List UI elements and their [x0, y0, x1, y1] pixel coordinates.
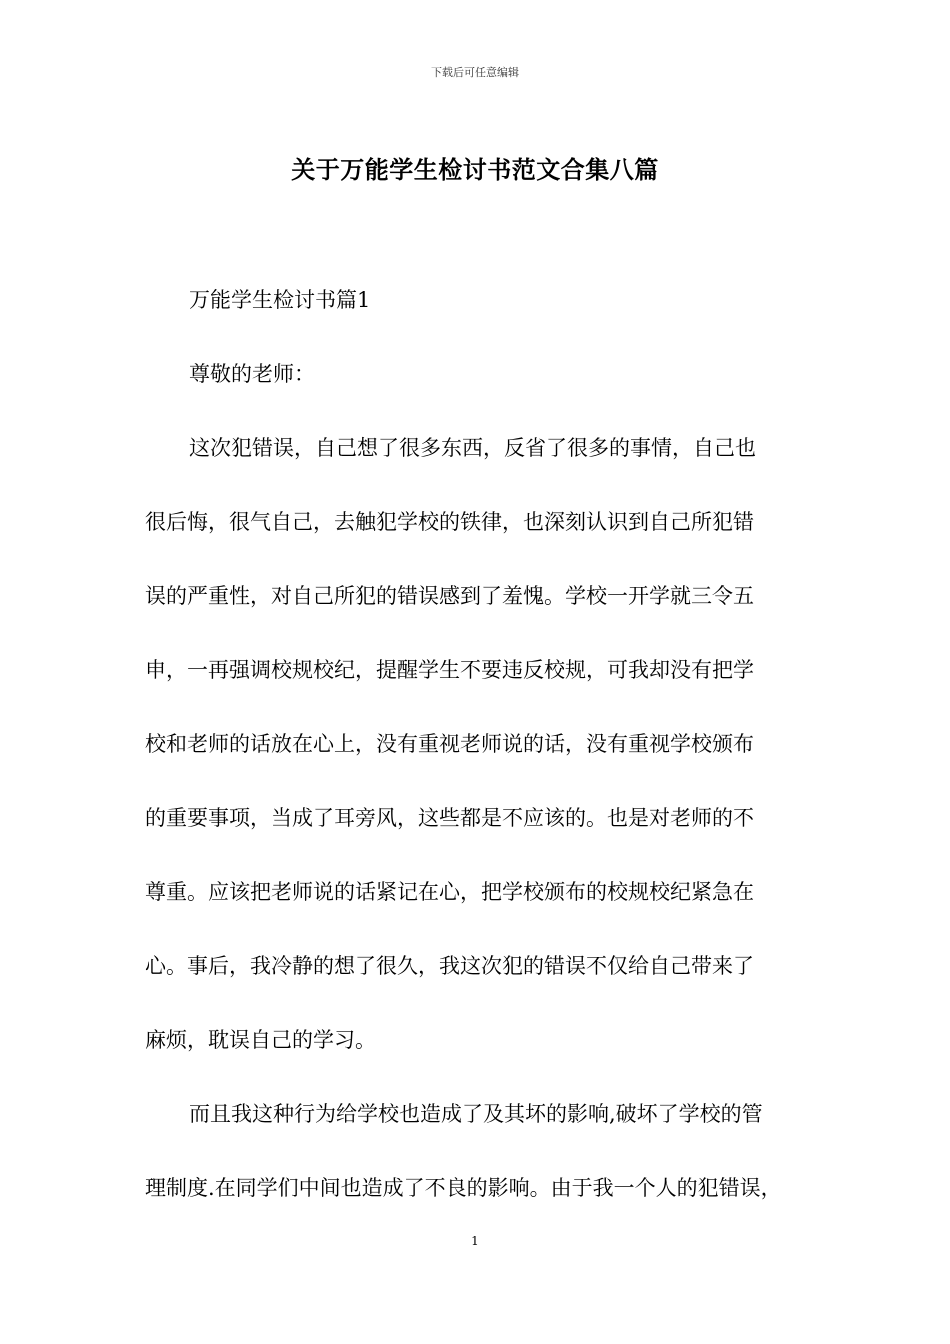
text-line: 校和老师的话放在心上，没有重视老师说的话，没有重视学校颁布 [145, 732, 754, 756]
header-note: 下载后可任意编辑 [431, 66, 519, 79]
text-line: 这次犯错误，自己想了很多东西，反省了很多的事情，自己也 [189, 436, 756, 460]
page-number: 1 [471, 1234, 479, 1248]
body-text [145, 263, 805, 1225]
text-line: 的重要事项，当成了耳旁风，这些都是不应该的。也是对老师的不 [145, 806, 754, 830]
text-line: 麻烦，耽误自己的学习。 [145, 1028, 376, 1052]
text-line: 心。事后，我冷静的想了很久，我这次犯的错误不仅给自己带来了 [145, 954, 754, 978]
text-line: 万能学生检讨书篇1 [189, 288, 371, 312]
text-line: 很后悔，很气自己，去触犯学校的铁律，也深刻认识到自己所犯错 [145, 510, 754, 534]
page-title: 关于万能学生检讨书范文合集八篇 [291, 155, 659, 184]
text-line: 尊重。应该把老师说的话紧记在心，把学校颁布的校规校纪紧急在 [145, 880, 754, 904]
text-line: 理制度.在同学们中间也造成了不良的影响。由于我一个人的犯错误， [145, 1176, 782, 1200]
text-line: 误的严重性，对自己所犯的错误感到了羞愧。学校一开学就三令五 [145, 584, 754, 608]
text-line: 尊敬的老师： [189, 362, 315, 386]
text-line: 申，一再强调校规校纪，提醒学生不要违反校规，可我却没有把学 [145, 658, 754, 682]
text-line: 而且我这种行为给学校也造成了及其坏的影响,破坏了学校的管 [189, 1102, 763, 1126]
